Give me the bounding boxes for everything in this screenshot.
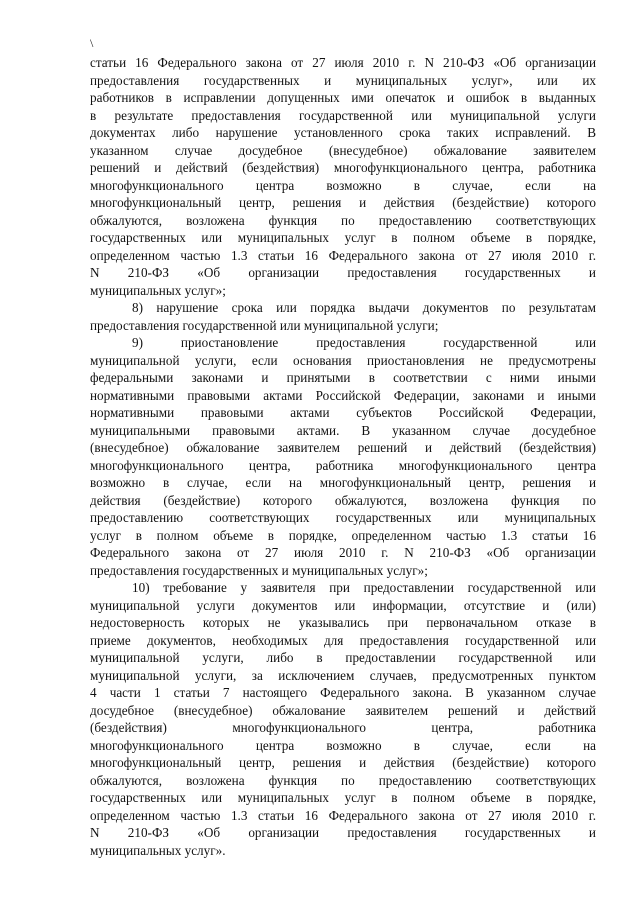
text-line: статьи 16 Федерального закона от 27 июля 2010 г. N 210-ФЗ «Об организации [90,55,596,70]
text-line: многофункциональный центр, решения и действия (бездействие) которого [90,195,596,210]
text-line: предоставления государственных и муниципальных услуг», или их [90,72,596,88]
text-line: муниципальной услуги, либо в предоставлении государственной или [90,650,596,665]
text-line: N 210-ФЗ «Об организации предоставления государственных и [90,825,596,840]
text-line: муниципальной услуги, если основания приостановления не предусмотрены [90,352,596,368]
text-line: (внесудебное) обжалование заявителем решений и действий (бездействия) [90,440,596,455]
text-line: муниципальной услуги документов или информации, отсутствие и (или) [90,597,596,613]
text-line: нормативными правовыми актами Российской Федерации, законами и иными [90,387,596,403]
text-line: муниципальной услуги, за исключением случаев, предусмотренных пунктом [90,667,596,683]
text-line: работников в исправлении допущенных ими опечаток и ошибок в выданных [90,90,596,105]
text-line: документах либо нарушение установленного срока таких исправлений. В [90,125,596,140]
text-line: обжалуются, возложена функция по предоставлению соответствующих [90,212,596,228]
text-line: многофункционального центра возможно в случае, если на [90,177,596,193]
text-line: Федерального закона от 27 июля 2010 г. N 210-ФЗ «Об организации [90,545,596,560]
text-line: определенном частью 1.3 статьи 16 Федерального закона от 27 июля 2010 г. [90,807,596,823]
document-body [90,54,596,859]
text-line: действия (бездействие) которого обжалуются, возложена функция по [90,492,596,508]
text-line: 8) нарушение срока или порядка выдачи документов по результатам [132,300,596,315]
text-line: муниципальных услуг». [90,842,226,858]
text-line: приеме документов, необходимых для предоставления государственной или [90,632,596,648]
text-line: 10) требование у заявителя при предоставлении государственной или [132,580,596,595]
text-line: 9) приостановление предоставления государственной или [132,335,596,350]
text-line: указанном случае досудебное (внесудебное) обжалование заявителем [90,142,596,158]
text-line: досудебное (внесудебное) обжалование заявителем решений и действий [90,702,596,718]
text-line: государственных или муниципальных услуг в полном объеме в порядке, [90,790,596,805]
text-line: предоставления государственных и муниципальных услуг»; [90,562,428,578]
text-line: многофункционального центра, работника многофункционального центра [90,457,596,473]
text-line: решений и действий (бездействия) многофункционального центра, работника [90,160,596,175]
text-line: услуг в полном объеме в порядке, определенном частью 1.3 статьи 16 [90,527,596,543]
text-line: обжалуются, возложена функция по предоставлению соответствующих [90,772,596,788]
text-line: федеральными законами и принятыми в соответствии с ними иными [90,370,596,385]
text-line: многофункциональный центр, решения и действия (бездействие) которого [90,755,596,770]
text-line: нормативными правовыми актами субъектов Российской Федерации, [90,405,596,420]
text-line: недостоверность которых не указывались при первоначальном отказе в [90,615,596,630]
text-line: предоставлению соответствующих государственных или муниципальных [90,510,596,525]
text-line: 4 части 1 статьи 7 настоящего Федерального закона. В указанном случае [90,685,596,700]
text-line: (бездействия) многофункционального центра, работника [90,720,596,735]
text-line: N 210-ФЗ «Об организации предоставления государственных и [90,265,596,280]
text-line: предоставления государственной или муниципальной услуги; [90,317,439,333]
text-line: определенном частью 1.3 статьи 16 Федерального закона от 27 июля 2010 г. [90,247,596,263]
text-line: муниципальными правовыми актами. В указанном случае досудебное [90,422,596,438]
text-line: возможно в случае, если на многофункциональный центр, решения и [90,475,596,490]
text-line: муниципальных услуг»; [90,282,226,298]
corner-mark: \ [90,36,94,50]
text-line: в результате предоставления государственной или муниципальной услуги [90,107,596,123]
text-line: многофункционального центра возможно в случае, если на [90,737,596,753]
text-line: государственных или муниципальных услуг в полном объеме в порядке, [90,230,596,245]
